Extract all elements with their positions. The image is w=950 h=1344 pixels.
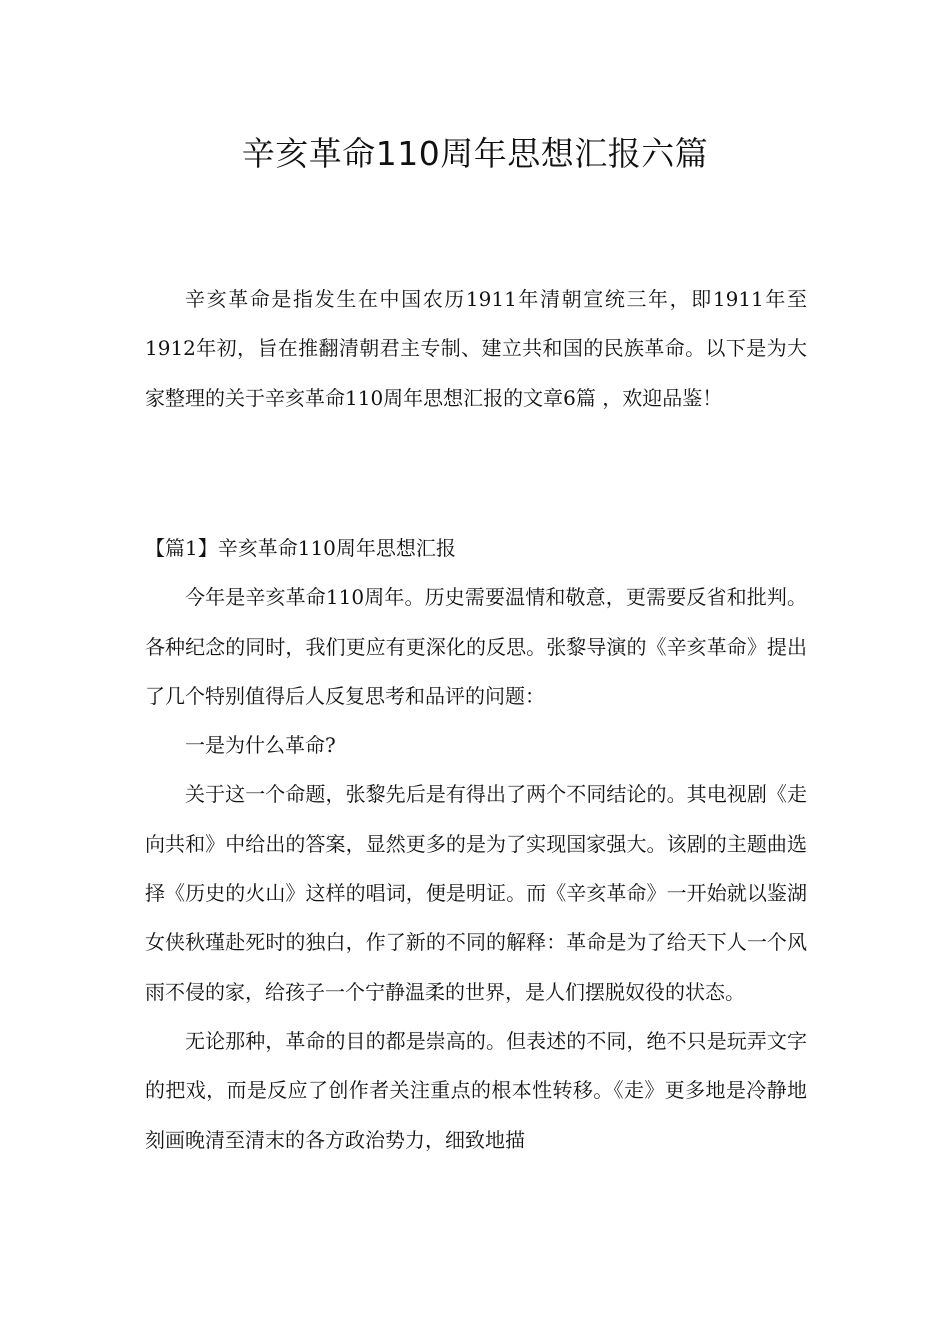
section-1 <box>145 524 807 1165</box>
body-paragraph: 一是为什么革命? <box>185 733 336 758</box>
section-heading: 【篇1】辛亥革命110周年思想汇报 <box>145 536 456 560</box>
intro-block <box>145 275 807 423</box>
body-paragraph: 无论那种，革命的目的都是崇高的。但表述的不同，绝不只是玩弄文字的把戏，而是反应了创作者关注重点的根本性转移。《走》更多地是冷静地刻画晚清至清末的各方政治势力，细致地描 <box>145 1028 807 1152</box>
body-paragraph: 今年是辛亥革命110周年。历史需要温情和敬意，更需要反省和批判。各种纪念的同时，我们更应有更深化的反思。张黎导演的《辛亥革命》提出了几个特别值得后人反复思考和品评的问题： <box>145 585 807 708</box>
body-paragraph: 关于这一个命题，张黎先后是有得出了两个不同结论的。其电视剧《走向共和》中给出的答案，显然更多的是为了实现国家强大。该剧的主题曲选择《历史的火山》这样的唱词，便是明证。而《辛亥革命》一开始就以鉴湖女侠秋瑾赴死时的独白，作了新的不同的解释：革命是为了给天下人一个风雨不侵的家，给孩子一个宁静温柔的世界，是人们摆脱奴役的状态。 <box>145 782 807 1004</box>
intro-paragraph: 辛亥革命是指发生在中国农历1911年清朝宣统三年，即1911年至1912年初，旨在推翻清朝君主专制、建立共和国的民族革命。以下是为大家整理的关于辛亥革命110周年思想汇报的文章6篇 ，欢迎品鉴！ <box>145 287 807 410</box>
document-title: 辛亥革命110周年思想汇报六篇 <box>241 134 709 173</box>
